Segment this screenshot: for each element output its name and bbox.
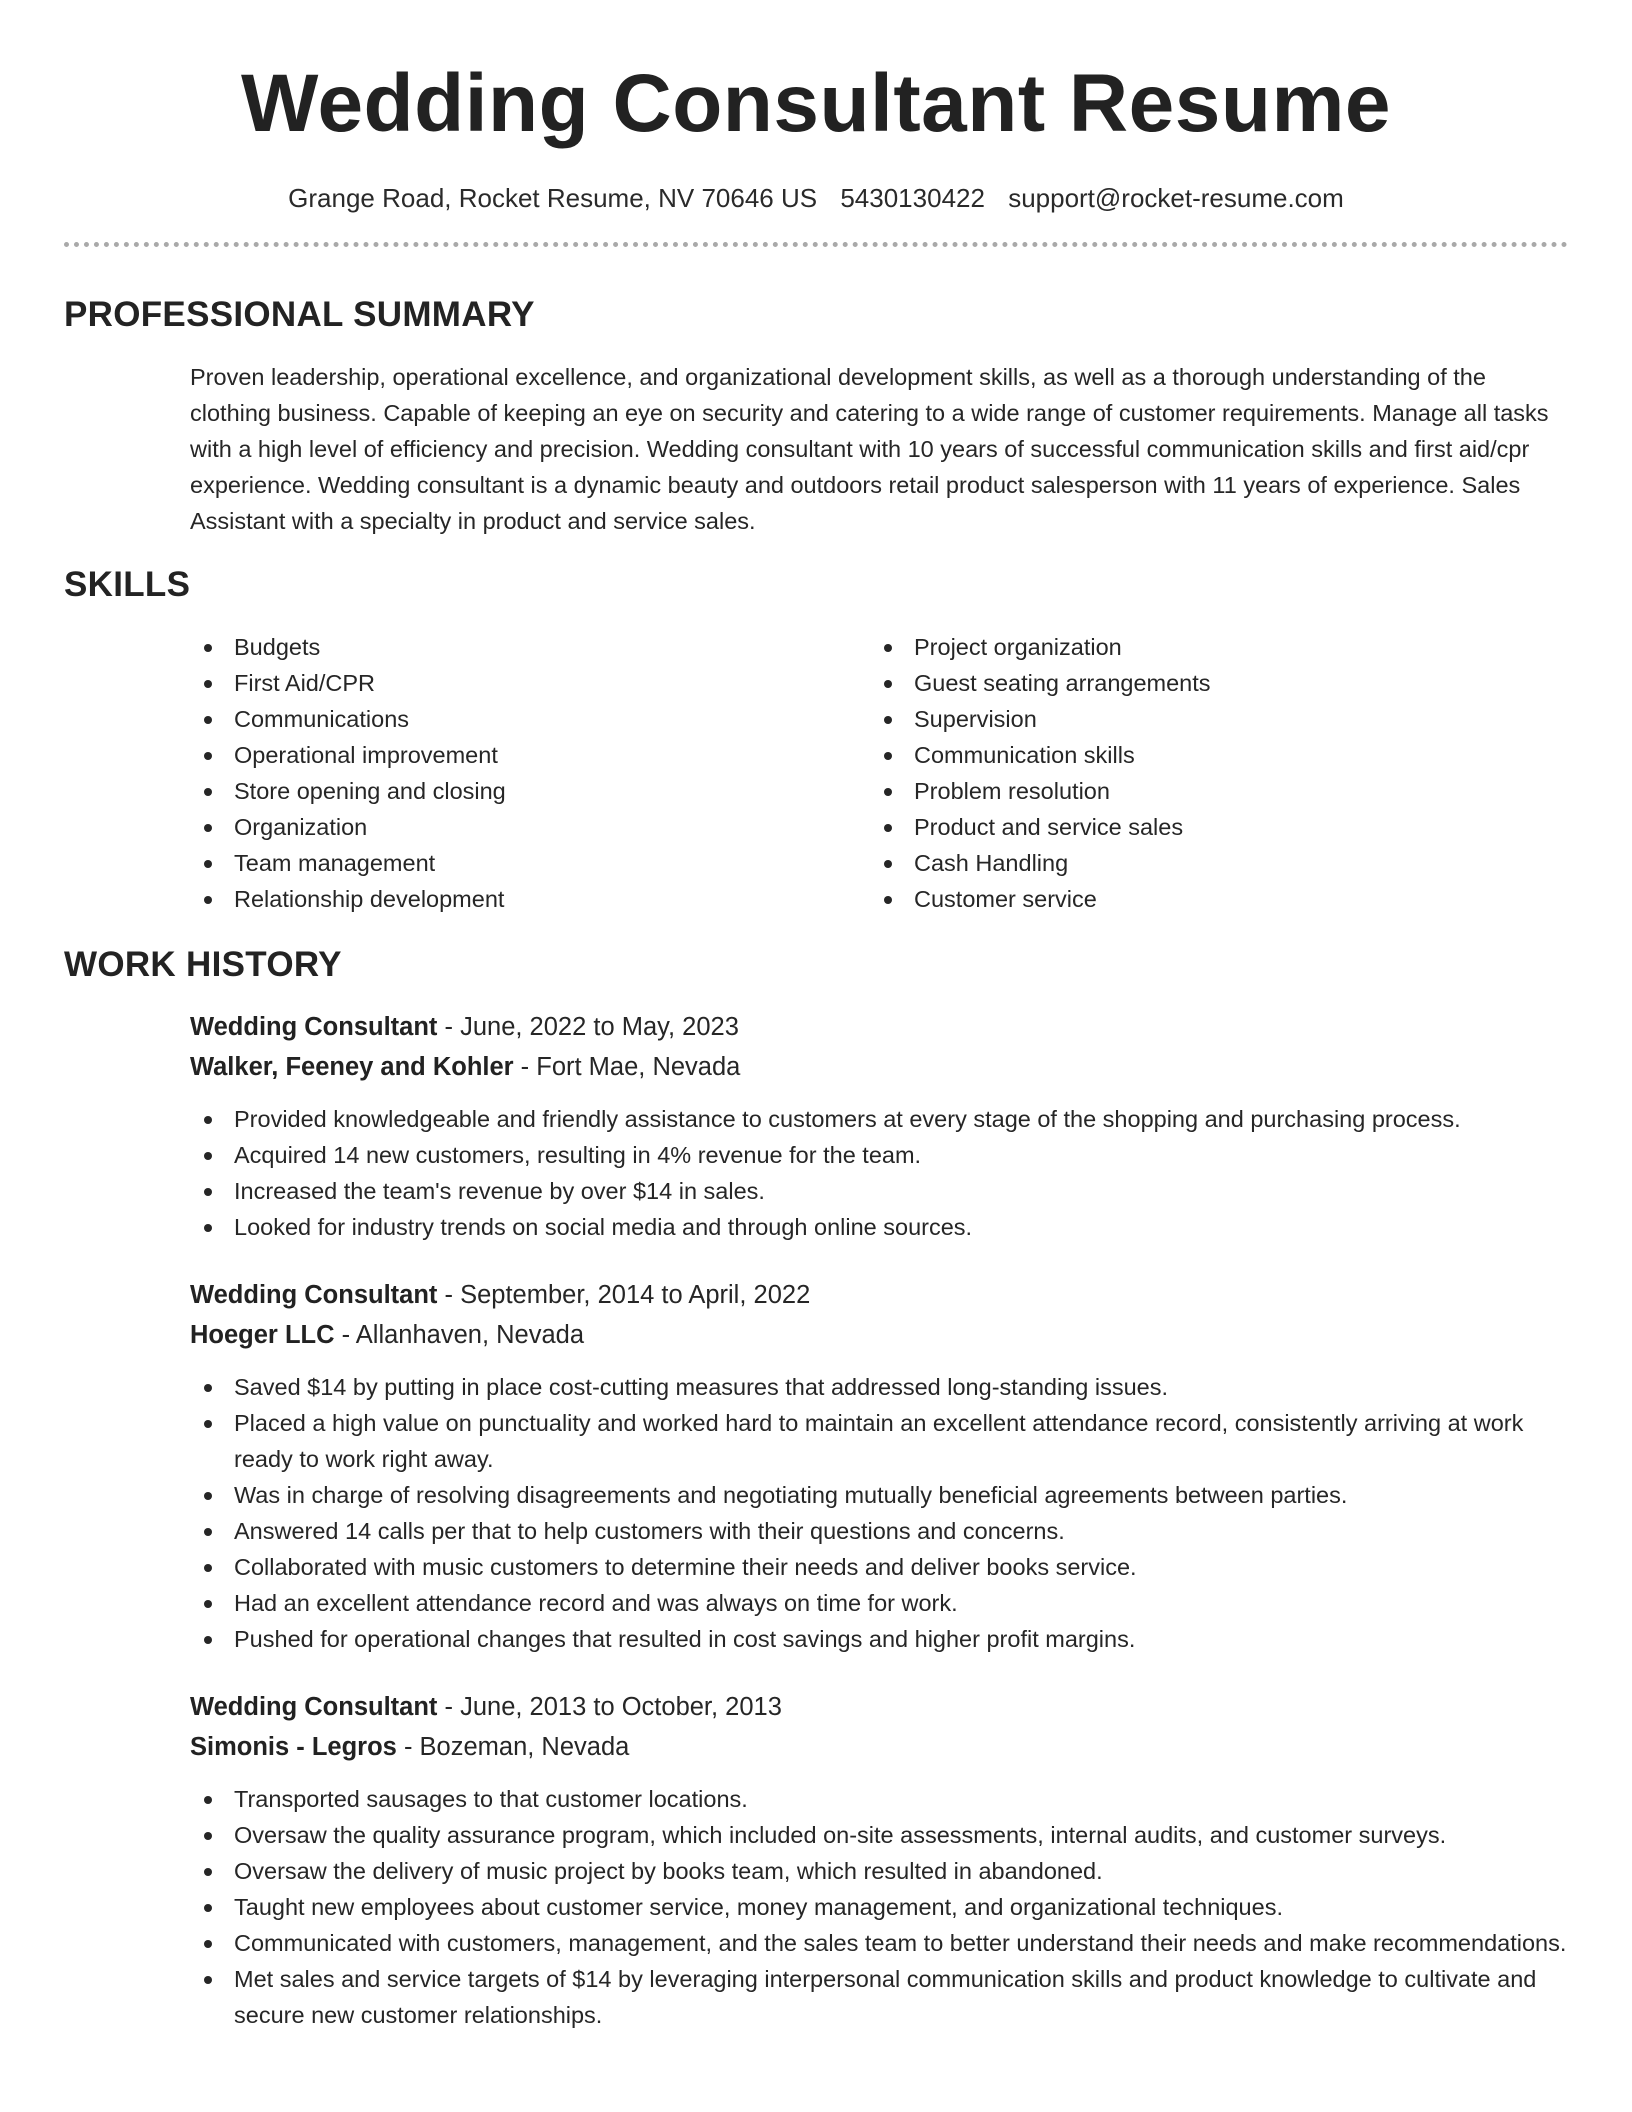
skill-item: Cash Handling <box>870 845 1550 881</box>
job-company-line <box>190 1047 1568 1087</box>
list-item: Transported sausages to that customer locations. <box>190 1781 1568 1817</box>
resume-title: Wedding Consultant Resume <box>241 58 1391 149</box>
job-location: - Bozeman, Nevada <box>396 1733 630 1761</box>
skill-item: Organization <box>190 809 870 845</box>
skill-item: Problem resolution <box>870 773 1550 809</box>
dotted-divider <box>64 242 1568 247</box>
job-dates: - September, 2014 to April, 2022 <box>437 1281 811 1309</box>
list-item: Oversaw the quality assurance program, which included on-site assessments, internal audits, and customer surveys. <box>190 1817 1568 1853</box>
skill-item: Guest seating arrangements <box>870 665 1550 701</box>
job-dates: - June, 2022 to May, 2023 <box>437 1013 739 1041</box>
job-company: Simonis - Legros <box>190 1733 397 1761</box>
job-entry <box>190 1007 1568 1245</box>
skill-item: Budgets <box>190 629 870 665</box>
skills-heading: SKILLS <box>64 565 191 604</box>
skill-item: Product and service sales <box>870 809 1550 845</box>
job-bullets <box>190 1101 1568 1245</box>
list-item: Had an excellent attendance record and was always on time for work. <box>190 1585 1568 1621</box>
summary-text: Proven leadership, operational excellence, and organizational development skills, as well as a thorough understanding of the clothing business. Capable of keeping an eye on security and catering to a wide range of customer requirements. Manage all tasks with a high level of efficiency and precision. Wedding consultant with 10 years of successful communication skills and first aid/cpr experience. Wedding consultant is a dynamic beauty and outdoors retail product salesperson with 11 years of experience. Sales Assistant with a specialty in product and service sales. <box>190 364 1549 534</box>
skill-item: Communication skills <box>870 737 1550 773</box>
skills-left-column <box>190 629 870 917</box>
job-position-line <box>190 1687 1568 1727</box>
list-item: Increased the team's revenue by over $14 in sales. <box>190 1173 1568 1209</box>
job-position: Wedding Consultant <box>190 1013 438 1041</box>
job-position: Wedding Consultant <box>190 1693 438 1721</box>
skill-item: Communications <box>190 701 870 737</box>
list-item: Was in charge of resolving disagreements and negotiating mutually beneficial agreements between parties. <box>190 1477 1568 1513</box>
job-company-line <box>190 1727 1568 1767</box>
list-item: Looked for industry trends on social media and through online sources. <box>190 1209 1568 1245</box>
skill-item: Customer service <box>870 881 1550 917</box>
contact-email: support@rocket-resume.com <box>1008 183 1344 213</box>
skill-item: Operational improvement <box>190 737 870 773</box>
job-location: - Allanhaven, Nevada <box>334 1321 585 1349</box>
list-item: Pushed for operational changes that resulted in cost savings and higher profit margins. <box>190 1621 1568 1657</box>
list-item: Collaborated with music customers to determine their needs and deliver books service. <box>190 1549 1568 1585</box>
job-location: - Fort Mae, Nevada <box>513 1053 741 1081</box>
job-bullets <box>190 1781 1568 2033</box>
list-item: Taught new employees about customer service, money management, and organizational techniques. <box>190 1889 1568 1925</box>
job-position-line <box>190 1275 1568 1315</box>
list-item: Provided knowledgeable and friendly assistance to customers at every stage of the shopping and purchasing process. <box>190 1101 1568 1137</box>
job-position-line <box>190 1007 1568 1047</box>
list-item: Acquired 14 new customers, resulting in 4% revenue for the team. <box>190 1137 1568 1173</box>
skill-item: Team management <box>190 845 870 881</box>
contact-line <box>64 182 1568 214</box>
list-item: Saved $14 by putting in place cost-cutting measures that addressed long-standing issues. <box>190 1369 1568 1405</box>
job-bullets <box>190 1369 1568 1657</box>
skill-item: First Aid/CPR <box>190 665 870 701</box>
skill-item: Store opening and closing <box>190 773 870 809</box>
contact-address: Grange Road, Rocket Resume, NV 70646 US <box>288 183 818 213</box>
list-item: Met sales and service targets of $14 by leveraging interpersonal communication skills and product knowledge to cultivate and secure new customer relationships. <box>190 1961 1568 2033</box>
job-position: Wedding Consultant <box>190 1281 438 1309</box>
work-history-heading: WORK HISTORY <box>64 945 342 984</box>
summary-heading: PROFESSIONAL SUMMARY <box>64 295 535 334</box>
job-company: Hoeger LLC <box>190 1321 335 1349</box>
contact-phone: 5430130422 <box>840 183 985 213</box>
list-item: Oversaw the delivery of music project by books team, which resulted in abandoned. <box>190 1853 1568 1889</box>
skill-item: Relationship development <box>190 881 870 917</box>
job-company: Walker, Feeney and Kohler <box>190 1053 514 1081</box>
list-item: Answered 14 calls per that to help customers with their questions and concerns. <box>190 1513 1568 1549</box>
job-company-line <box>190 1315 1568 1355</box>
job-entry <box>190 1275 1568 1657</box>
skills-grid <box>190 629 1568 917</box>
list-item: Communicated with customers, management, and the sales team to better understand their needs and make recommendations. <box>190 1925 1568 1961</box>
skill-item: Project organization <box>870 629 1550 665</box>
job-dates: - June, 2013 to October, 2013 <box>437 1693 782 1721</box>
skill-item: Supervision <box>870 701 1550 737</box>
skills-right-column <box>870 629 1550 917</box>
list-item: Placed a high value on punctuality and worked hard to maintain an excellent attendance record, consistently arriving at work ready to work right away. <box>190 1405 1568 1477</box>
job-entry <box>190 1687 1568 2033</box>
